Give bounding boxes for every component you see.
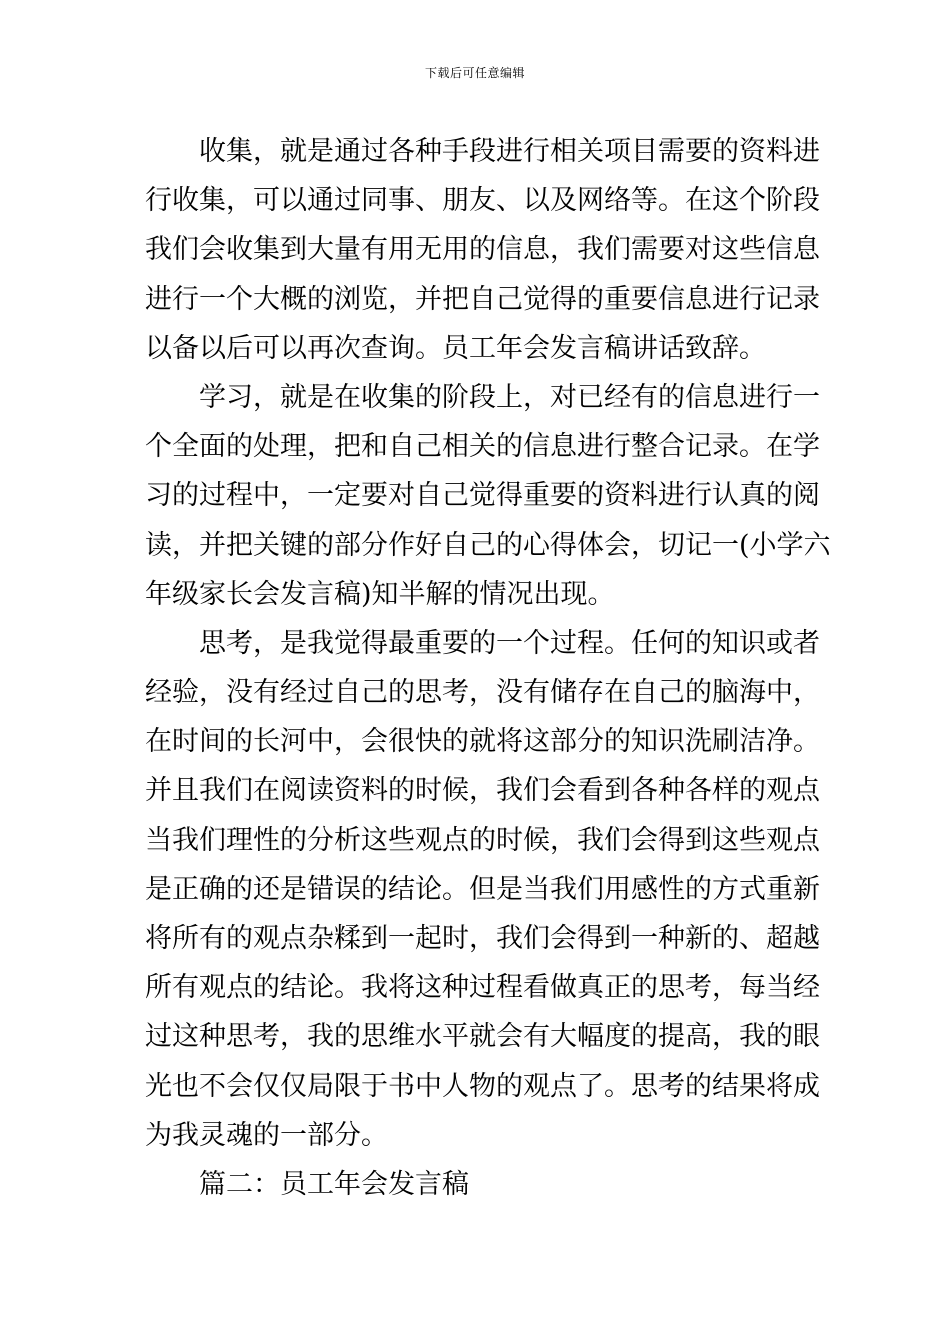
text-line: 为我灵魂的一部分。 <box>145 1119 388 1151</box>
text-line: 习的过程中，一定要对自己觉得重要的资料进行认真的阅 <box>145 480 820 512</box>
section-heading <box>145 1160 810 1209</box>
text-line: 个全面的处理，把和自己相关的信息进行整合记录。在学 <box>145 431 820 463</box>
text-line: 年级家长会发言稿)知半解的情况出现。 <box>145 578 615 610</box>
text-line: 学习，就是在收集的阶段上，对已经有的信息进行一 <box>199 381 820 413</box>
text-line: 进行一个大概的浏览，并把自己觉得的重要信息进行记录 <box>145 283 820 315</box>
page-header: 下载后可任意编辑 <box>424 66 525 80</box>
text-line: 读，并把关键的部分作好自己的心得体会，切记一(小学六 <box>145 529 831 561</box>
text-line: 思考，是我觉得最重要的一个过程。任何的知识或者 <box>199 627 820 659</box>
section-title: 篇二：员工年会发言稿 <box>199 1168 469 1200</box>
paragraph-collect <box>145 127 820 373</box>
text-line: 所有观点的结论。我将这种过程看做真正的思考，每当经 <box>145 972 820 1004</box>
text-line: 是正确的还是错误的结论。但是当我们用感性的方式重新 <box>145 873 820 905</box>
text-line: 过这种思考，我的思维水平就会有大幅度的提高，我的眼 <box>145 1021 820 1053</box>
text-line: 将所有的观点杂糅到一起时，我们会得到一种新的、超越 <box>145 923 820 954</box>
text-line: 我们会收集到大量有用无用的信息，我们需要对这些信息 <box>145 234 820 266</box>
text-line: 光也不会仅仅局限于书中人物的观点了。思考的结果将成 <box>145 1070 820 1102</box>
text-line: 并且我们在阅读资料的时候，我们会看到各种各样的观点 <box>145 775 820 807</box>
document-body <box>145 127 831 1209</box>
text-line: 经验，没有经过自己的思考，没有储存在自己的脑海中， <box>145 677 820 709</box>
paragraph-think <box>145 619 820 1160</box>
text-line: 在时间的长河中，会很快的就将这部分的知识洗刷洁净。 <box>145 726 820 758</box>
text-line: 以备以后可以再次查询。员工年会发言稿讲话致辞。 <box>145 332 766 364</box>
text-line: 行收集，可以通过同事、朋友、以及网络等。在这个阶段 <box>145 185 820 217</box>
paragraph-study <box>145 373 831 619</box>
text-line: 收集，就是通过各种手段进行相关项目需要的资料进 <box>199 136 820 167</box>
text-line: 当我们理性的分析这些观点的时候，我们会得到这些观点 <box>145 824 820 856</box>
